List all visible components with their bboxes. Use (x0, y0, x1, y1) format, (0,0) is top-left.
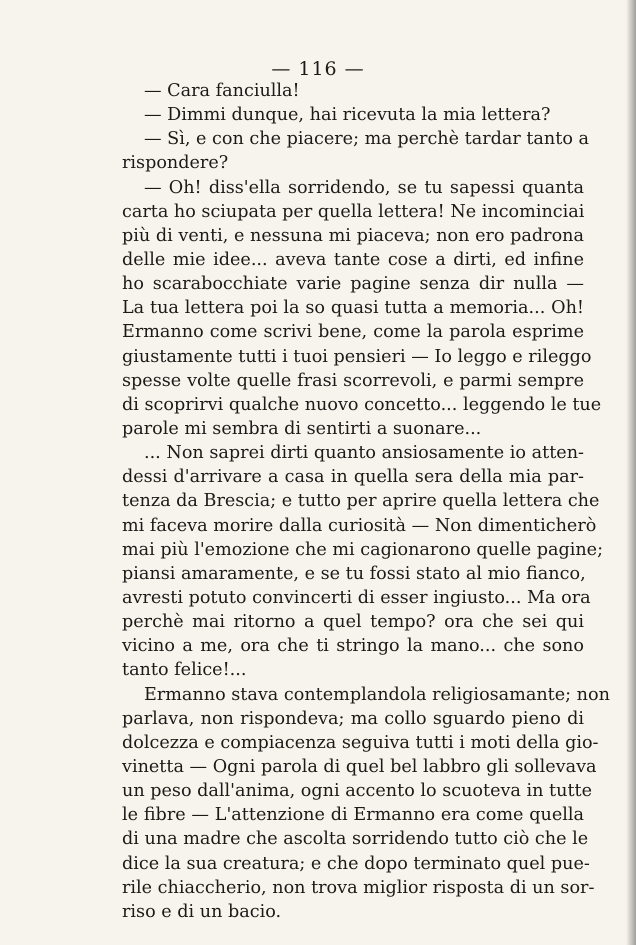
text-line: perchè mai ritorno a quel tempo? ora che sei qui (122, 612, 584, 633)
text-line: vinetta — Ogni parola di quel bel labbro gli sollevava (122, 756, 597, 777)
text-line: Ermanno come scrivi bene, come la parola esprime (122, 322, 584, 343)
text-line: mai più l'emozione che mi cagionarono quelle pagine; (122, 539, 604, 560)
text-line: — Sì, e con che piacere; ma perchè tardar tanto a (144, 129, 589, 150)
text-line: ho scarabocchiate varie pagine senza dir nulla — (122, 274, 584, 295)
text-line: dice la sua creatura; e che dopo terminato quel pue- (122, 853, 590, 874)
text-line: più di venti, e nessuna mi piaceva; non ero padrona (122, 225, 584, 246)
text-line: Ermanno stava contemplandola religiosamante; non (144, 684, 610, 705)
text-line: spesse volte quelle frasi scorrevoli, e parmi sempre (122, 370, 584, 391)
text-line: rile chiaccherio, non trova miglior risposta di un sor- (122, 877, 595, 898)
text-line: giustamente tutti i tuoi pensieri — Io leggo e rileggo (122, 346, 592, 367)
text-line: dessi d'arrivare a casa in quella sera della mia par- (122, 467, 584, 488)
text-line: un peso dall'anima, ogni accento lo scuoteva in tutte (122, 781, 593, 802)
text-line: riso e di un bacio. (122, 901, 282, 922)
text-line: — Oh! diss'ella sorridendo, se tu sapessi quanta (144, 177, 584, 198)
text-line: dolcezza e compiacenza seguiva tutti i moti della gio- (122, 732, 599, 753)
text-line: delle mie idee... aveva tante cose a dirti, ed infine (122, 249, 584, 270)
text-line: ... Non saprei dirti quanto ansiosamente io atten- (144, 443, 584, 464)
body-text (122, 79, 610, 924)
text-line: tenza da Brescia; e tutto per aprire quella lettera che (122, 491, 600, 512)
text-line: le fibre — L'attenzione di Ermanno era come quella (122, 805, 584, 826)
text-line: di scoprirvi qualche nuovo concetto... leggendo le tue (122, 394, 602, 415)
text-line: carta ho sciupata per quella lettera! Ne incominciai (122, 201, 585, 222)
text-line: — Cara fanciulla! (144, 81, 300, 101)
text-line: avresti potuto convincerti di esser ingiusto... Ma ora (122, 587, 591, 608)
text-line: di una madre che ascolta sorridendo tutto ciò che le (122, 829, 589, 850)
text-line: piansi amaramente, e se tu fossi stato al mio fianco, (122, 563, 586, 584)
text-line: rispondere? (122, 153, 229, 174)
page-edge-shadow (626, 0, 636, 945)
text-line: tanto felice!... (122, 660, 247, 681)
text-line: La tua lettera poi la so quasi tutta a memoria... Oh! (122, 298, 584, 319)
text-line: parole mi sembra di sentirti a suonare... (122, 418, 482, 439)
page-number: — 116 — (271, 58, 365, 80)
text-line: mi faceva morire dalla curiosità — Non dimenticherò (122, 515, 597, 536)
text-line: parlava, non rispondeva; ma collo sguardo pieno di (122, 708, 584, 729)
text-line: — Dimmi dunque, hai ricevuta la mia lettera? (144, 105, 551, 126)
text-line: vicino a me, ora che ti stringo la mano... che sono (122, 636, 584, 657)
